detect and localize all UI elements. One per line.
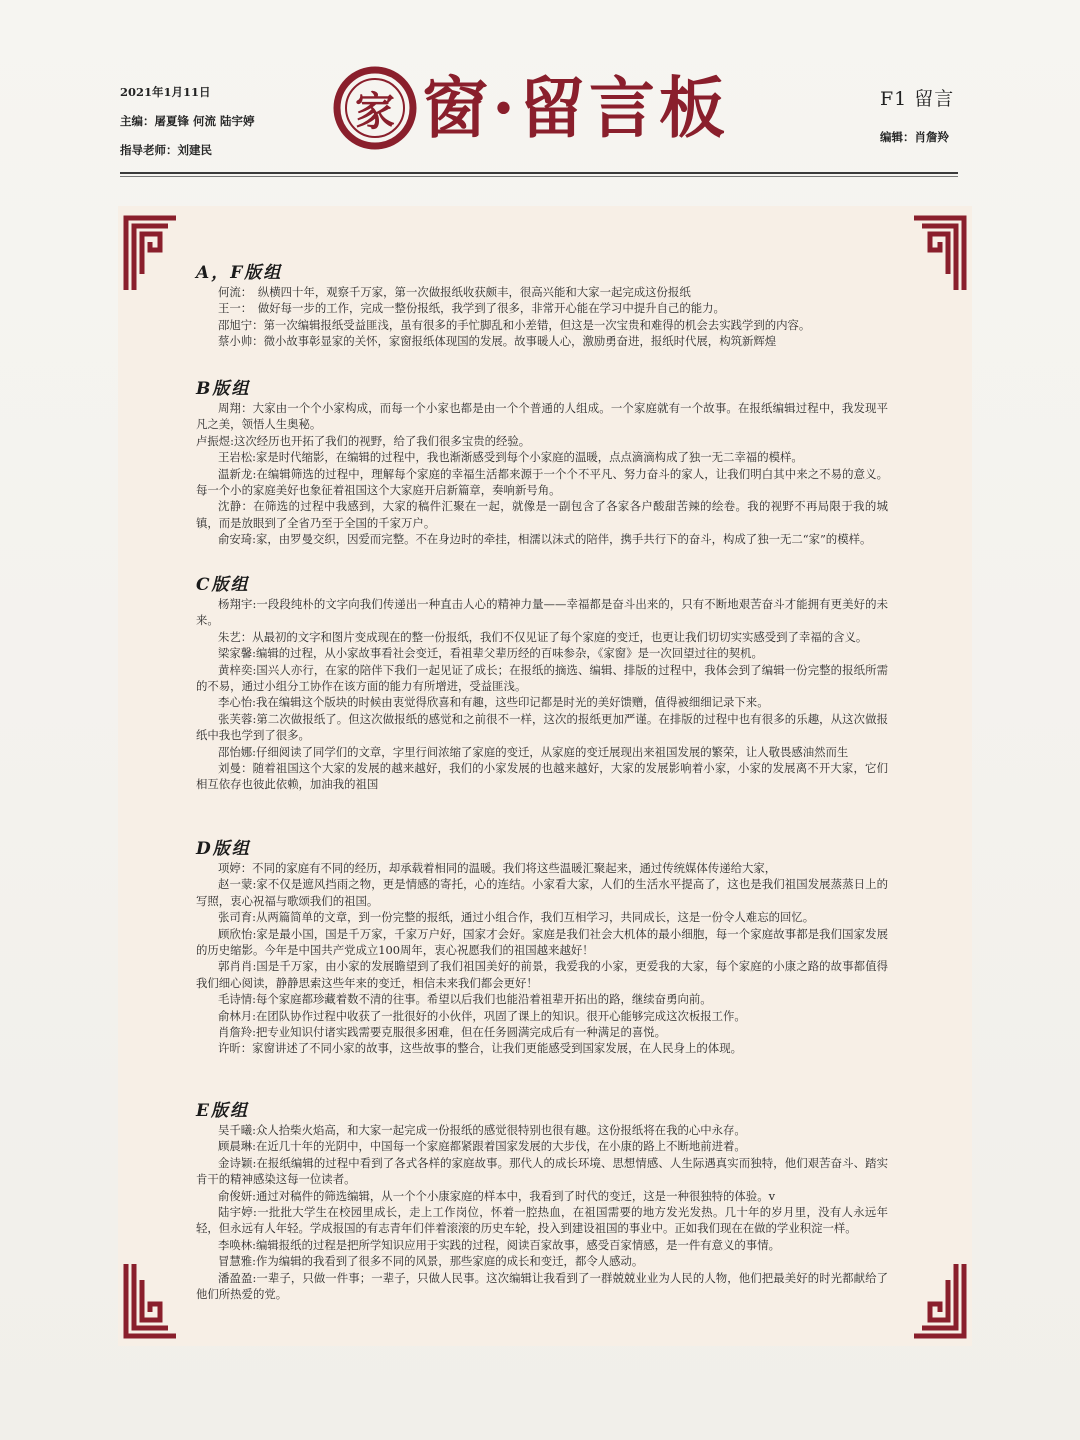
message-entry: 邵旭宁：第一次编辑报纸受益匪浅，虽有很多的手忙脚乱和小差错，但这是一次宝贵和难得的机会去实践学到的内容。: [218, 317, 811, 332]
message-entry: 何流： 纵横四十年，观察千万家，第一次做报纸收获颇丰，很高兴能和大家一起完成这份报纸: [218, 285, 691, 299]
header-rule-bottom: [120, 176, 958, 177]
message-entry: 许昕：家窗讲述了不同小家的故事，这些故事的整合，让我们更能感受到国家发展，在人民身上的体现。: [218, 1041, 742, 1056]
message-entry: 毛诗情:每个家庭都珍藏着数不清的往事。希望以后我们也能沿着祖辈开拓出的路，继续奋勇向前。: [218, 992, 712, 1007]
corner-ornament-top-right: [910, 214, 968, 294]
section-e: [196, 1096, 888, 1302]
section-title: C版组: [196, 575, 250, 595]
header-rule-top: [120, 172, 958, 174]
chief-editors: 主编：屠夏锋 何流 陆宇婷: [120, 114, 255, 128]
message-entry: 陆宇婷:一批批大学生在校园里成长，走上工作岗位，怀着一腔热血，在祖国需要的地方发光发热。几十年的岁月里，没有人永远年轻，但永远有人年轻。学成报国的有志青年们伴着滚滚的历史车轮，投入到建设祖国的事业中。正如我们现在在做的学业积淀一样。: [196, 1205, 888, 1236]
section-b: [196, 374, 888, 548]
message-entry: 顾晨琳:在近几十年的光阴中，中国每一个家庭都紧跟着国家发展的大步伐，在小康的路上不断地前进着。: [218, 1139, 746, 1154]
section-title: A，F版组: [196, 263, 283, 283]
masthead-title: [332, 58, 772, 158]
message-entry: 肖詹羚:把专业知识付诸实践需要克服很多困难，但在任务圆满完成后有一种满足的喜悦。: [218, 1025, 667, 1040]
message-entry: 张芙蓉:第二次做报纸了。但这次做报纸的感觉和之前很不一样，这次的报纸更加严谨。在排版的过程中也有很多的乐趣，从这次做报纸中我也学到了很多。: [196, 711, 888, 743]
message-entry: 李心怡:我在编辑这个版块的时候由衷觉得欣喜和有趣，这些印记都是时光的美好馈赠，值得被细细记录下来。: [218, 695, 769, 710]
message-entry: 俞安琦:家，由罗曼交织，因爱而完整。不在身边时的牵挂，相濡以沫式的陪伴，携手共行下的奋斗，构成了独一无二“家”的模样。: [218, 532, 872, 547]
message-entry: 顾欣怡:家是最小国，国是千万家，千家万户好，国家才会好。家庭是我们社会大机体的最小细胞，每一个家庭故事都是我们国家发展的历史缩影。今年是中国共产党成立100周年，衷心祝愿我们的祖国越来越好！: [196, 926, 888, 958]
message-entry: 赵一蒙:家不仅是遮风挡雨之物，更是情感的寄托，心的连结。小家看大家，人们的生活水平提高了，这也是我们祖国发展蒸蒸日上的写照，衷心祝福与歌颂我们的祖国。: [196, 877, 888, 908]
message-entry: 冒慧雅:作为编辑的我看到了很多不同的风景，那些家庭的成长和变迁，都令人感动。: [218, 1254, 644, 1269]
section-title: D版组: [196, 839, 251, 859]
message-entry: 潘盈盈:一辈子，只做一件事；一辈子，只做人民事。这次编辑让我看到了一群兢兢业业为人民的人物，他们把最美好的时光都献给了他们所热爱的党。: [196, 1270, 888, 1302]
message-entry: 周翔：大家由一个个小家构成，而每一个小家也都是由一个个普通的人组成。一个家庭就有一个故事。在报纸编辑过程中，我发现平凡之美，领悟人生奥秘。: [196, 401, 888, 432]
corner-ornament-top-left: [122, 214, 180, 294]
message-entry: 俞林月:在团队协作过程中收获了一批很好的小伙伴，巩固了课上的知识。很开心能够完成这次板报工作。: [218, 1008, 746, 1023]
message-entry: 邵怡娜:仔细阅读了同学们的文章，字里行间浓缩了家庭的变迁，从家庭的变迁展现出来祖国发展的繁荣，让人敬畏感油然而生: [218, 744, 849, 759]
section-c: [196, 570, 888, 793]
message-entry: 温新龙:在编辑筛选的过程中，理解每个家庭的幸福生活都来源于一个个不平凡、努力奋斗的家人，让我们明白其中来之不易的意义。每一个小的家庭美好也象征着祖国这个大家庭开启新篇章，奏响新号角。: [196, 466, 888, 498]
section-d: [196, 834, 888, 1057]
page-meta: [880, 84, 954, 145]
message-entry: 吴千曦:众人拾柴火焰高，和大家一起完成一份报纸的感觉很特别也很有趣。这份报纸将在我的心中永存。: [218, 1123, 746, 1137]
message-entry: 刘曼：随着祖国这个大家的发展的越来越好，我们的小家发展的也越来越好，大家的发展影响着小家，小家的发展离不开大家，它们相互依存也彼此依赖，加油我的祖国: [196, 761, 888, 792]
page-number: F1 留言: [880, 88, 955, 110]
message-entry: 沈静：在筛选的过程中我感到，大家的稿件汇聚在一起，就像是一副包含了各家各户酸甜苦辣的绘卷。我的视野不再局限于我的城镇，而是放眼到了全省乃至于全国的千家万户。: [196, 499, 888, 530]
message-entry: 俞俊妍:通过对稿件的筛选编辑，从一个个小康家庭的样本中，我看到了时代的变迁，这是一种很独特的体验。v: [218, 1188, 776, 1203]
advisor: 指导老师：刘建民: [120, 143, 212, 157]
message-entry: 蔡小帅：微小故事彰显家的关怀，家窗报纸体现国的发展。故事暖人心，激励勇奋进，报纸时代展，构筑新辉煌: [218, 334, 777, 349]
message-entry: 张司育:从两篇简单的文章，到一份完整的报纸，通过小组合作，我们互相学习，共同成长，这是一份令人难忘的回忆。: [218, 910, 815, 925]
section-af: [196, 258, 888, 350]
issue-date: 2021年1月11日: [120, 85, 211, 99]
message-entry: 黄梓奕:国兴人亦行，在家的陪伴下我们一起见证了成长；在报纸的摘选、编辑、排版的过程中，我体会到了编辑一份完整的报纸所需的不易，通过小组分工协作在该方面的能力有所增进，受益匪浅。: [196, 662, 888, 694]
page-title: 窗·留言板: [422, 69, 729, 147]
logo-char: 家: [355, 87, 395, 135]
section-title: E版组: [196, 1101, 249, 1121]
message-entry: 郭肖肖:国是千万家，由小家的发展瞻望到了我们祖国美好的前景，我爱我的小家，更爱我的大家，每个家庭的小康之路的故事都值得我们细心阅读，静静思索这些年来的变迁，相信未来我们都会更好！: [196, 959, 888, 990]
message-entry: 朱艺：从最初的文字和图片变成现在的整一份报纸，我们不仅见证了每个家庭的变迁，也更让我们切切实实感受到了幸福的含义。: [218, 629, 868, 644]
message-entry: 项婷：不同的家庭有不同的经历，却承载着相同的温暖。我们将这些温暖汇聚起来，通过传统媒体传递给大家，: [218, 861, 777, 875]
message-entry: 王岩松:家是时代缩影，在编辑的过程中，我也渐渐感受到每个小家庭的温暖，点点滴滴构成了独一无二幸福的模样。: [218, 450, 803, 465]
message-entry: 李唤林:编辑报纸的过程是把所学知识应用于实践的过程，阅读百家故事，感受百家情感，是一件有意义的事情。: [218, 1237, 780, 1252]
message-entry: 梁家馨:编辑的过程，从小家故事看社会变迁，看祖辈父辈历经的百味参杂，《家窗》是一次回望过往的契机。: [218, 646, 763, 661]
section-title: B版组: [196, 379, 251, 399]
jia-seal-logo: [332, 65, 418, 151]
message-entry: 杨翔宇:一段段纯朴的文字向我们传递出一种直击人心的精神力量——幸福都是奋斗出来的，只有不断地艰苦奋斗才能拥有更美好的未来。: [196, 597, 888, 628]
page-editor: 编辑：肖詹羚: [880, 130, 949, 144]
masthead-info: [120, 78, 255, 165]
message-entry: 卢振煜:这次经历也开拓了我们的视野，给了我们很多宝贵的经验。: [196, 433, 531, 448]
message-entry: 王一： 做好每一步的工作，完成一整份报纸，我学到了很多，非常开心能在学习中提升自己的能力。: [218, 301, 725, 316]
corner-ornament-bottom-left: [122, 1260, 180, 1340]
corner-ornament-bottom-right: [910, 1260, 968, 1340]
message-entry: 金诗颖:在报纸编辑的过程中看到了各式各样的家庭故事。那代人的成长环境、思想情感、人生际遇真实而独特，他们艰苦奋斗、踏实肯干的精神感染这每一位读者。: [196, 1155, 888, 1187]
